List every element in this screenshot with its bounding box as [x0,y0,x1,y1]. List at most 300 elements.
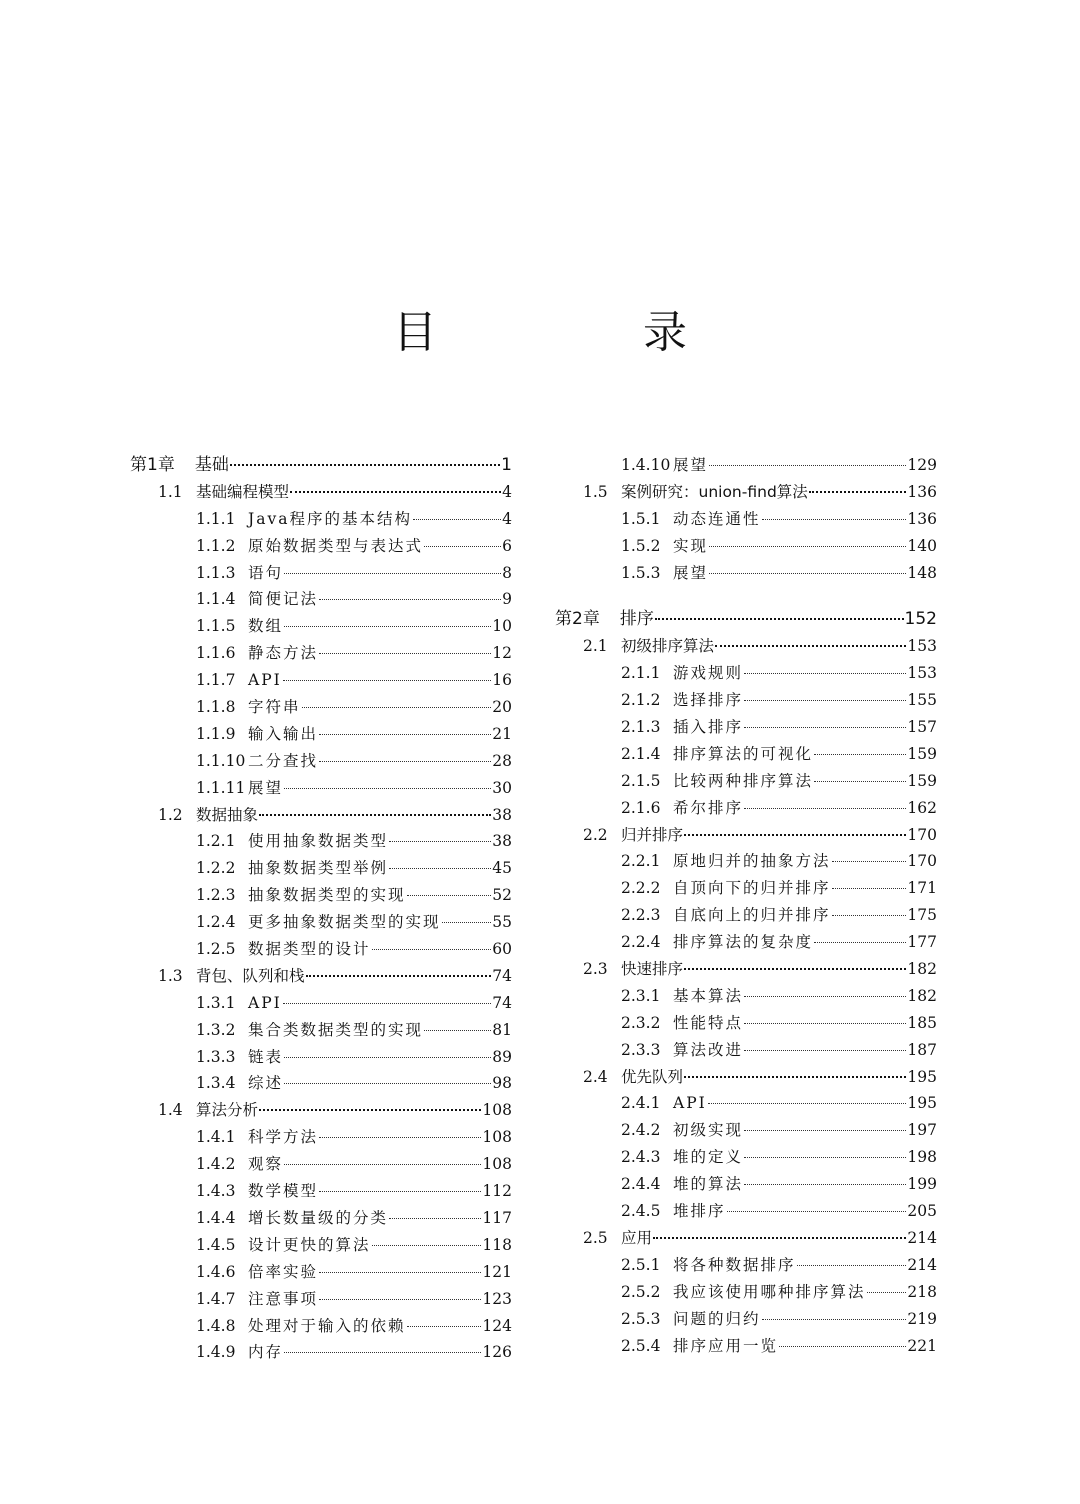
toc-sub-entry[interactable] [130,1070,512,1097]
toc-entry-number: 2.4.5 [621,1202,661,1221]
toc-entry-number: 1.4.9 [196,1343,236,1362]
dot-leader [744,1157,906,1158]
toc-sub-entry[interactable] [130,533,512,560]
toc-entry-title: 排序算法的复杂度 [673,933,814,952]
toc-entry-page: 153 [907,664,937,683]
toc-entry-title: 倍率实验 [248,1262,319,1281]
dot-leader [744,996,906,997]
toc-sub-entry[interactable] [130,1232,512,1259]
toc-sub-entry[interactable] [555,1333,937,1360]
dot-leader [744,808,906,809]
toc-entry-page: 195 [907,1094,937,1113]
toc-entry-title: 动态连通性 [673,509,761,528]
toc-entry-number: 1.5.2 [621,536,661,555]
toc-entry-title: 初级实现 [673,1121,744,1140]
toc-entry-number: 2.4.3 [621,1148,661,1167]
dot-leader [284,573,501,574]
toc-section-entry[interactable] [555,633,937,660]
toc-entry-number: 2.3.1 [621,986,661,1005]
toc-sub-entry[interactable] [555,983,937,1010]
toc-section-entry[interactable] [130,963,512,990]
toc-entry-title: API [248,993,282,1012]
dot-leader [389,868,491,869]
dot-leader [797,1265,907,1266]
toc-sub-entry[interactable] [555,533,937,560]
toc-sub-entry[interactable] [555,452,937,479]
dot-leader [319,1137,481,1138]
toc-entry-title: 简便记法 [248,590,319,609]
toc-entry-page: 45 [492,859,512,878]
toc-section-entry[interactable] [130,1097,512,1124]
toc-sub-entry[interactable] [130,855,512,882]
toc-sub-entry[interactable] [130,506,512,533]
dot-leader [283,680,492,681]
toc-entry-page: 108 [482,1128,512,1147]
toc-chapter-entry[interactable] [555,606,937,633]
toc-entry-number: 2.5.1 [621,1255,661,1274]
toc-entry-number: 1.4.5 [196,1235,236,1254]
dot-leader [389,841,491,842]
toc-sub-entry[interactable] [130,1017,512,1044]
toc-entry-title: 算法改进 [673,1040,744,1059]
dot-leader [284,1352,481,1353]
toc-entry-page: 195 [907,1067,937,1086]
toc-section-entry[interactable] [555,479,937,506]
toc-entry-page: 16 [492,671,512,690]
toc-sub-entry[interactable] [130,1259,512,1286]
toc-entry-page: 30 [492,778,512,797]
toc-entry-number: 2.3.2 [621,1013,661,1032]
dot-leader [814,942,906,943]
toc-entry-number: 1.4.6 [196,1262,236,1281]
toc-entry-page: 148 [907,563,937,582]
toc-entry-title: 问题的归约 [673,1309,761,1328]
toc-entry-title: 字符串 [248,698,301,717]
toc-entry-page: 89 [492,1047,512,1066]
toc-entry-number: 1.2.5 [196,940,236,959]
toc-sub-entry[interactable] [130,1178,512,1205]
toc-entry-title: 我应该使用哪种排序算法 [673,1282,866,1301]
toc-sub-entry[interactable] [130,748,512,775]
dot-leader [284,1164,481,1165]
toc-entry-title: 展望 [248,778,284,797]
toc-entry-title: 自底向上的归并排序 [673,906,831,925]
dot-leader [319,734,491,735]
dot-leader [684,1076,906,1078]
toc-entry-page: 197 [907,1121,937,1140]
toc-entry-number: 2.1.1 [621,664,661,683]
toc-entry-page: 170 [907,825,937,844]
toc-entry-number: 1.5.1 [621,509,661,528]
toc-section-entry[interactable] [555,956,937,983]
toc-entry-page: 159 [907,744,937,763]
toc-section-entry[interactable] [130,479,512,506]
toc-sub-entry[interactable] [130,667,512,694]
toc-entry-number: 2.2.3 [621,906,661,925]
toc-entry-number: 1.2.3 [196,886,236,905]
dot-leader [284,626,491,627]
toc-entry-title: 综述 [248,1074,284,1093]
dot-leader [762,519,907,520]
toc-entry-title: 性能特点 [673,1013,744,1032]
toc-entry-title: API [248,671,282,690]
toc-entry-number: 1.1.9 [196,724,236,743]
toc-entry-page: 124 [482,1316,512,1335]
toc-sub-entry[interactable] [555,1037,937,1064]
toc-entry-title: 使用抽象数据类型 [248,832,389,851]
toc-entry-number: 第2章 [555,609,600,630]
dot-leader [413,519,501,520]
toc-entry-page: 129 [907,456,937,474]
toc-sub-entry[interactable] [130,882,512,909]
dot-leader [319,1191,481,1192]
toc-entry-page: 182 [907,986,937,1005]
dot-leader [709,465,906,466]
toc-entry-number: 2.3.3 [621,1040,661,1059]
toc-entry-title: 集合类数据类型的实现 [248,1020,424,1039]
toc-entry-number: 2.1.3 [621,718,661,737]
toc-entry-page: 74 [492,993,512,1012]
toc-sub-entry[interactable] [130,990,512,1017]
toc-entry-number: 1.1.10 [196,751,246,770]
toc-entry-title: 基本算法 [673,986,744,1005]
toc-sub-entry[interactable] [555,1144,937,1171]
dot-leader [779,1346,906,1347]
toc-section-entry[interactable] [130,802,512,829]
toc-entry-title: 静态方法 [248,644,319,663]
dot-leader [302,707,492,708]
toc-entry-number: 2.5 [583,1228,608,1247]
toc-entry-title: 抽象数据类型举例 [248,859,389,878]
toc-sub-entry[interactable] [130,1124,512,1151]
toc-entry-number: 1.1.5 [196,617,236,636]
toc-entry-title: 应用 [621,1228,653,1247]
toc-entry-page: 182 [907,960,937,979]
toc-entry-page: 8 [502,563,512,582]
toc-entry-number: 1.4 [158,1101,183,1120]
toc-entry-page: 214 [907,1228,937,1247]
toc-entry-page: 199 [907,1175,937,1194]
toc-sub-entry[interactable] [555,768,937,795]
toc-entry-page: 126 [482,1343,512,1362]
toc-entry-page: 136 [907,509,937,528]
toc-entry-page: 38 [492,805,512,824]
toc-entry-page: 170 [907,852,937,871]
toc-entry-title: 快速排序 [621,960,684,979]
dot-leader [259,1109,481,1111]
toc-entry-title: 二分查找 [248,751,319,770]
toc-sub-entry[interactable] [130,909,512,936]
toc-entry-page: 153 [907,637,937,656]
dot-leader [744,700,906,701]
toc-entry-page: 55 [492,913,512,932]
dot-leader [709,573,906,574]
toc-section-entry[interactable] [555,1225,937,1252]
toc-left-column [130,452,512,1366]
toc-sub-entry[interactable] [555,1279,937,1306]
dot-leader [259,814,491,816]
toc-chapter-entry[interactable] [130,452,512,479]
toc-entry-number: 1.1.6 [196,644,236,663]
toc-entry-title: 更多抽象数据类型的实现 [248,913,441,932]
toc-entry-page: 38 [492,832,512,851]
toc-sub-entry[interactable] [555,1252,937,1279]
toc-entry-title: 初级排序算法 [621,637,715,656]
toc-entry-page: 28 [492,751,512,770]
toc-entry-number: 2.3 [583,960,608,979]
toc-entry-title: 原地归并的抽象方法 [673,852,831,871]
toc-entry-number: 1.4.4 [196,1208,236,1227]
toc-entry-page: 187 [907,1040,937,1059]
dot-leader [744,1050,906,1051]
toc-entry-number: 1.4.8 [196,1316,236,1335]
toc-entry-title: 链表 [248,1047,284,1066]
toc-entry-title: 背包、队列和栈 [196,966,305,985]
toc-sub-entry[interactable] [130,721,512,748]
dot-leader [655,618,904,620]
toc-entry-number: 1.1.7 [196,671,236,690]
toc-entry-number: 2.5.4 [621,1336,661,1355]
toc-sub-entry[interactable] [130,1313,512,1340]
toc-entry-page: 118 [482,1235,512,1254]
toc-sub-entry[interactable] [555,875,937,902]
toc-entry-page: 175 [907,906,937,925]
toc-entry-title: 设计更快的算法 [248,1235,371,1254]
dot-leader [744,1023,906,1024]
dot-leader [424,546,501,547]
toc-entry-title: 排序算法的可视化 [673,744,814,763]
toc-entry-number: 第1章 [130,455,175,475]
toc-sub-entry[interactable] [130,828,512,855]
toc-entry-page: 162 [907,798,937,817]
toc-sub-entry[interactable] [130,1339,512,1366]
toc-entry-number: 2.5.3 [621,1309,661,1328]
dot-leader [727,1211,907,1212]
toc-sub-entry[interactable] [555,1171,937,1198]
dot-leader [814,754,906,755]
dot-leader [372,949,492,950]
toc-entry-number: 2.5.2 [621,1282,661,1301]
dot-leader [230,464,500,466]
dot-leader [284,1083,491,1084]
toc-entry-number: 1.1.8 [196,698,236,717]
toc-sub-entry[interactable] [555,795,937,822]
dot-leader [809,491,907,493]
toc-entry-title: 语句 [248,563,284,582]
dot-leader [306,975,492,977]
toc-sub-entry[interactable] [555,1090,937,1117]
toc-entry-number: 2.2.4 [621,933,661,952]
toc-entry-page: 159 [907,771,937,790]
toc-entry-number: 1.4.1 [196,1128,236,1147]
toc-entry-number: 1.2.1 [196,832,236,851]
dot-leader [709,546,906,547]
dot-leader [319,653,491,654]
dot-leader [284,1057,491,1058]
toc-entry-title: 实现 [673,536,709,555]
page-title: 目 录 [393,307,783,358]
toc-entry-title: 数组 [248,617,284,636]
toc-entry-number: 1.1.2 [196,536,236,555]
toc-entry-title: 展望 [673,563,709,582]
toc-entry-title: 数学模型 [248,1182,319,1201]
toc-entry-number: 1.1.11 [196,778,246,797]
toc-entry-page: 155 [907,691,937,710]
toc-sub-entry[interactable] [130,1286,512,1313]
toc-sub-entry[interactable] [130,1151,512,1178]
toc-entry-number: 2.1.4 [621,744,661,763]
toc-sub-entry[interactable] [130,560,512,587]
toc-sub-entry[interactable] [130,1044,512,1071]
toc-entry-number: 1.5 [583,482,608,501]
toc-entry-page: 177 [907,933,937,952]
toc-entry-page: 214 [907,1255,937,1274]
toc-entry-number: 2.2.1 [621,852,661,871]
dot-leader [744,673,906,674]
toc-entry-number: 1.2.2 [196,859,236,878]
toc-right-column [555,452,937,1359]
toc-entry-page: 121 [482,1262,512,1281]
toc-sub-entry[interactable] [555,687,937,714]
toc-entry-page: 108 [482,1155,512,1174]
toc-entry-number: 2.2.2 [621,879,661,898]
toc-entry-page: 136 [907,482,937,501]
toc-sub-entry[interactable] [555,660,937,687]
toc-entry-page: 9 [502,590,512,609]
toc-sub-entry[interactable] [555,560,937,587]
toc-sub-entry[interactable] [555,506,937,533]
toc-entry-page: 6 [502,536,512,555]
toc-entry-title: 堆的定义 [673,1148,744,1167]
toc-entry-title: 自顶向下的归并排序 [673,879,831,898]
toc-entry-number: 1.3 [158,966,183,985]
toc-entry-number: 2.1.2 [621,691,661,710]
toc-sub-entry[interactable] [555,1306,937,1333]
toc-entry-page: 108 [482,1101,512,1120]
toc-entry-page: 123 [482,1289,512,1308]
toc-entry-title: 展望 [673,456,709,474]
dot-leader [424,1030,491,1031]
toc-entry-title: 抽象数据类型的实现 [248,886,406,905]
toc-entry-number: 1.3.4 [196,1074,236,1093]
toc-entry-number: 1.4.7 [196,1289,236,1308]
toc-sub-entry[interactable] [555,848,937,875]
toc-entry-title: 排序 [619,609,654,630]
toc-entry-title: 算法分析 [196,1101,259,1120]
dot-leader [319,1299,481,1300]
toc-entry-page: 205 [907,1202,937,1221]
toc-entry-title: 案例研究：union-find算法 [621,482,808,501]
dot-leader [442,922,492,923]
toc-entry-number: 2.1 [583,637,608,656]
toc-entry-title: 注意事项 [248,1289,319,1308]
toc-entry-page: 219 [907,1309,937,1328]
toc-entry-page: 74 [492,966,512,985]
toc-entry-number: 1.1.4 [196,590,236,609]
dot-leader [284,788,491,789]
toc-sub-entry[interactable] [555,1117,937,1144]
toc-entry-title: 选择排序 [673,691,744,710]
toc-entry-page: 98 [492,1074,512,1093]
toc-entry-title: 增长数量级的分类 [248,1208,389,1227]
toc-sub-entry[interactable] [130,613,512,640]
toc-entry-title: 基础编程模型 [196,482,290,501]
dot-leader [832,915,907,916]
toc-entry-title: 堆排序 [673,1202,726,1221]
toc-entry-page: 198 [907,1148,937,1167]
toc-entry-number: 1.4.10 [621,456,671,474]
toc-entry-number: 1.2.4 [196,913,236,932]
toc-entry-page: 221 [907,1336,937,1355]
toc-entry-title: 插入排序 [673,718,744,737]
toc-sub-entry[interactable] [130,586,512,613]
toc-sub-entry[interactable] [555,714,937,741]
toc-sub-entry[interactable] [555,741,937,768]
toc-section-entry[interactable] [555,822,937,849]
dot-leader [319,761,491,762]
dot-leader [290,491,501,493]
toc-entry-number: 1.4.3 [196,1182,236,1201]
toc-entry-page: 10 [492,617,512,636]
dot-leader [372,1245,482,1246]
toc-entry-page: 21 [492,724,512,743]
dot-leader [319,1272,481,1273]
toc-entry-number: 2.2 [583,825,608,844]
toc-sub-entry[interactable] [555,1010,937,1037]
toc-entry-page: 157 [907,718,937,737]
toc-entry-title: Java程序的基本结构 [248,509,412,528]
dot-leader [653,1237,906,1239]
dot-leader [715,645,906,647]
dot-leader [389,1218,481,1219]
toc-entry-title: 科学方法 [248,1128,319,1147]
toc-entry-number: 1.2 [158,805,183,824]
toc-entry-page: 152 [904,609,937,630]
dot-leader [832,888,907,889]
chapter-gap [555,586,937,606]
toc-entry-number: 1.3.3 [196,1047,236,1066]
toc-entry-page: 1 [501,455,512,475]
dot-leader [762,1319,907,1320]
toc-entry-title: 堆的算法 [673,1175,744,1194]
dot-leader [744,1130,906,1131]
toc-entry-number: 2.4.2 [621,1121,661,1140]
toc-entry-title: 希尔排序 [673,798,744,817]
toc-entry-title: 原始数据类型与表达式 [248,536,424,555]
toc-section-entry[interactable] [555,1064,937,1091]
toc-sub-entry[interactable] [130,775,512,802]
toc-sub-entry[interactable] [130,1205,512,1232]
toc-entry-page: 81 [492,1020,512,1039]
toc-entry-page: 60 [492,940,512,959]
toc-entry-page: 185 [907,1013,937,1032]
toc-sub-entry[interactable] [130,694,512,721]
toc-sub-entry[interactable] [130,936,512,963]
toc-sub-entry[interactable] [555,902,937,929]
toc-entry-title: 比较两种排序算法 [673,771,814,790]
toc-entry-number: 1.1.1 [196,509,236,528]
toc-sub-entry[interactable] [555,929,937,956]
toc-entry-page: 4 [502,482,512,501]
toc-entry-title: 输入输出 [248,724,319,743]
toc-entry-page: 12 [492,644,512,663]
dot-leader [832,861,907,862]
toc-entry-number: 1.1 [158,482,183,501]
toc-entry-number: 2.1.6 [621,798,661,817]
toc-sub-entry[interactable] [130,640,512,667]
toc-sub-entry[interactable] [555,1198,937,1225]
dot-leader [708,1103,907,1104]
